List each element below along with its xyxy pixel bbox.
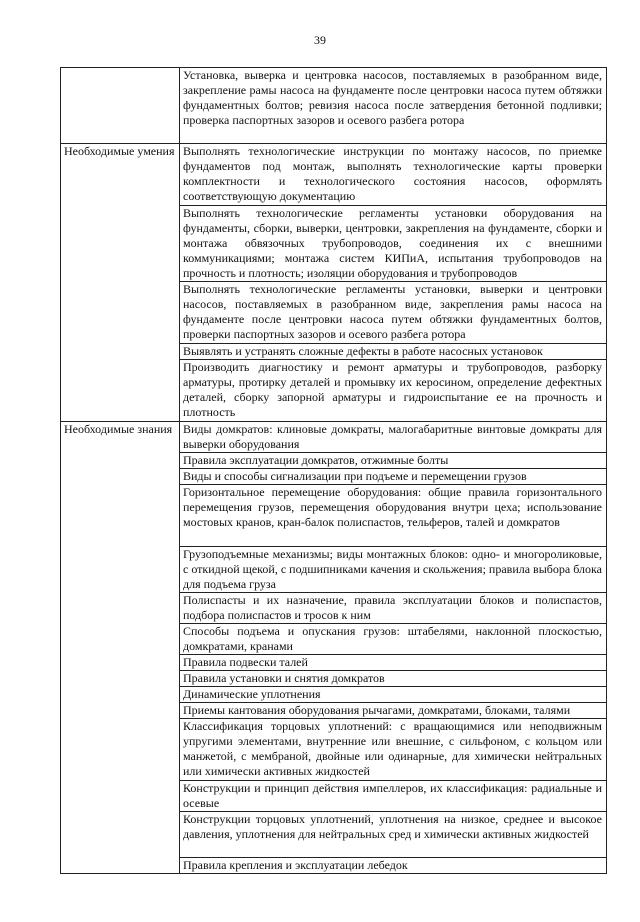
table-cell: Установка, выверка и центровка насосов, поставляемых в разобранном виде, закрепление рамы насоса на фундаменте после центровки насоса путем обтяжки фундаментных болтов; ревизия насоса после затвердения бетонной подливки; проверка паспортных зазоров и осевого разбега ротора: [180, 68, 607, 144]
table-cell: Грузоподъемные механизмы; виды монтажных блоков: одно- и многороликовые, с откидной щекой, с подшипниками качения и скольжения; правила выбора блока для подъема груза: [180, 547, 607, 593]
section-label-knowledge: Необходимые знания: [61, 422, 180, 874]
table-cell: Конструкции и принцип действия импеллеров, их классификация: радиальные и осевые: [180, 781, 607, 812]
table-cell: Правила эксплуатации домкратов, отжимные болты: [180, 453, 607, 469]
qualification-table: [60, 67, 607, 874]
table-cell: Производить диагностику и ремонт арматуры и трубопроводов, разборку арматуры, протирку деталей и промывку их керосином, определение дефектных деталей, сборку запорной арматуры и гидроиспытание ее на прочность и плотность: [180, 360, 607, 422]
table-cell: Выполнять технологические регламенты установки, выверки и центровки насосов, поставляемых в разобранном виде, закрепления рамы насоса на фундаменте после центровки насоса путем обтяжки фундаментных болтов, проверки паспортных зазоров и осевого разбега ротора: [180, 282, 607, 344]
table-cell: Правила крепления и эксплуатации лебедок: [180, 858, 607, 874]
table-cell: Выполнять технологические инструкции по монтажу насосов, по приемке фундаментов под монтаж, выполнять технологические карты проверки комплектности и технологического состояния насосов, оформлять соответствующую документацию: [180, 144, 607, 206]
table-row: [61, 422, 607, 453]
table-cell: Способы подъема и опускания грузов: штабелями, наклонной плоскостью, домкратами, кранами: [180, 624, 607, 655]
row-label-empty: [61, 68, 180, 144]
table-cell: Приемы кантования оборудования рычагами, домкратами, блоками, талями: [180, 703, 607, 719]
table-row: [61, 68, 607, 144]
table-cell: Виды домкратов: клиновые домкраты, малогабаритные винтовые домкраты для выверки оборудования: [180, 422, 607, 453]
table-row: [61, 144, 607, 206]
table-cell: Классификация торцовых уплотнений: с вращающимися или неподвижным упругими элементами, внутренние или внешние, с сильфоном, с кольцом или манжетой, с мембраной, двойные или одинарные, для химически нейтральных или химически активных жидкостей: [180, 719, 607, 781]
page-number: 39: [314, 33, 326, 47]
table-cell: Конструкции торцовых уплотнений, уплотнения на низкое, среднее и высокое давления, уплотнения для нейтральных сред и химически активных жидкостей: [180, 812, 607, 858]
section-label-skills: Необходимые умения: [61, 144, 180, 422]
table-cell: Выполнять технологические регламенты установки оборудования на фундаменты, сборки, выверки, центровки, закрепления на фундаменте, сборки и монтажа обвязочных трубопроводов, соединения их с внешними коммуникациями; монтажа систем КИПиА, испытания трубопроводов на прочность и плотность; изоляции оборудования и трубопроводов: [180, 206, 607, 282]
table-cell: Правила подвески талей: [180, 655, 607, 671]
table-cell: Правила установки и снятия домкратов: [180, 671, 607, 687]
table-cell: Виды и способы сигнализации при подъеме и перемещении грузов: [180, 469, 607, 485]
table-cell: Выявлять и устранять сложные дефекты в работе насосных установок: [180, 344, 607, 360]
table-cell: Полиспасты и их назначение, правила эксплуатации блоков и полиспастов, подбора полиспастов и тросов к ним: [180, 593, 607, 624]
table-cell: Горизонтальное перемещение оборудования: общие правила горизонтального перемещения грузов, перемещения оборудования внутри цеха; использование мостовых кранов, кран-балок полиспастов, тельферов, талей и домкратов: [180, 485, 607, 547]
table-cell: Динамические уплотнения: [180, 687, 607, 703]
